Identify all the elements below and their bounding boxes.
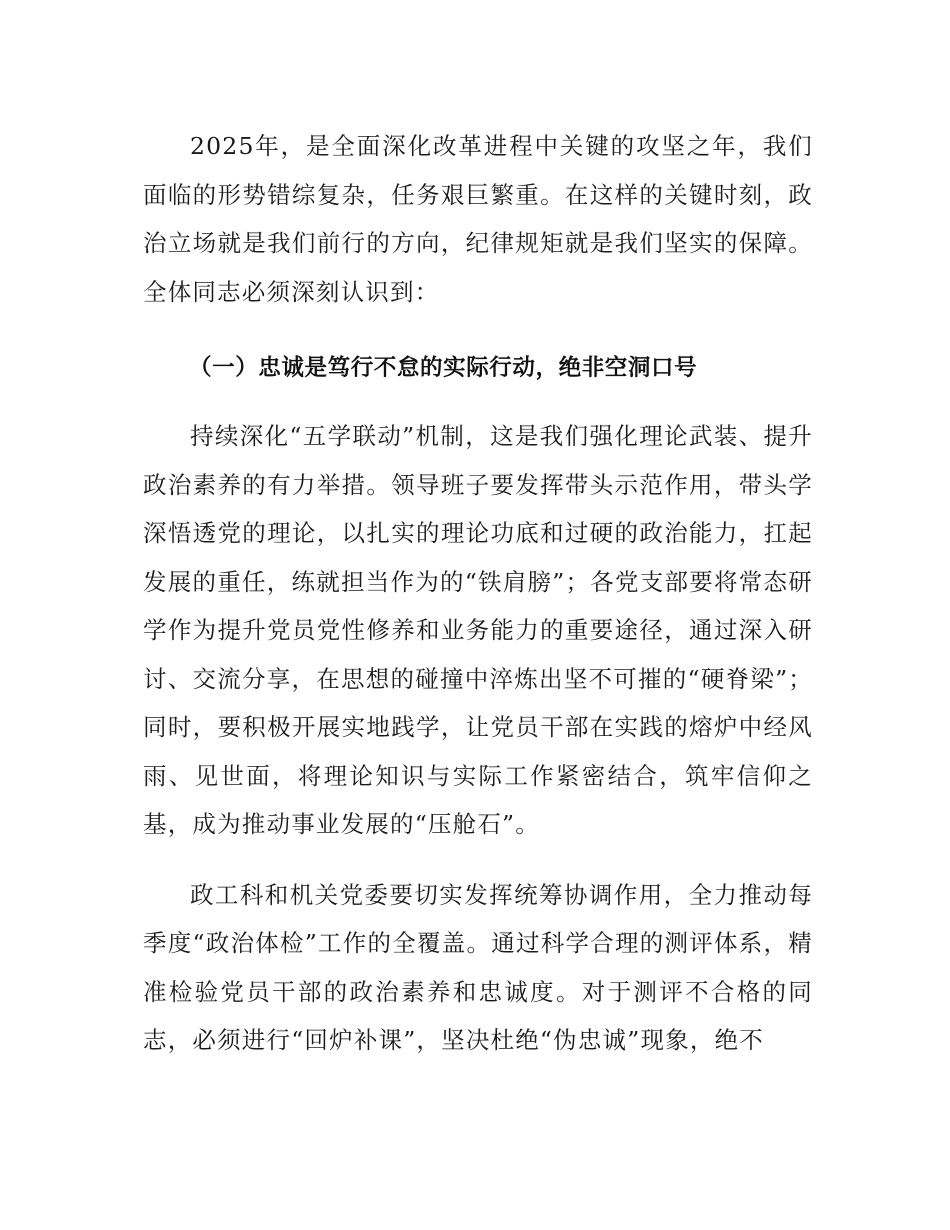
- section-one-heading: （一）忠诚是笃行不怠的实际行动，绝非空洞口号: [189, 355, 698, 381]
- political-checkup-paragraph: 政工科和机关党委要切实发挥统筹协调作用，全力推动每季度“政治体检”工作的全覆盖。通过科学合理的测评体系，精准检验党员干部的政治素养和忠诚度。对于测评不合格的同志，必须进行“回炉补课”，坚决杜绝“伪忠诚”现象，绝不: [143, 880, 813, 1054]
- intro-paragraph: 2025年，是全面深化改革进程中关键的攻坚之年，我们面临的形势错综复杂，任务艰巨繁重。在这样的关键时刻，政治立场就是我们前行的方向，纪律规矩就是我们坚实的保障。全体同志必须深刻认识到：: [143, 132, 813, 306]
- study-mechanism-paragraph: 持续深化“五学联动”机制，这是我们强化理论武装、提升政治素养的有力举措。领导班子要发挥带头示范作用，带头学深悟透党的理论，以扎实的理论功底和过硬的政治能力，扛起发展的重任，练就担当作为的“铁肩膀”；各党支部要将常态研学作为提升党员党性修养和业务能力的重要途径，通过深入研讨、交流分享，在思想的碰撞中淬炼出坚不可摧的“硬脊梁”；同时，要积极开展实地践学，让党员干部在实践的熔炉中经风雨、见世面，将理论知识与实际工作紧密结合，筑牢信仰之基，成为推动事业发展的“压舱石”。: [143, 422, 813, 838]
- document-body: [143, 122, 813, 1065]
